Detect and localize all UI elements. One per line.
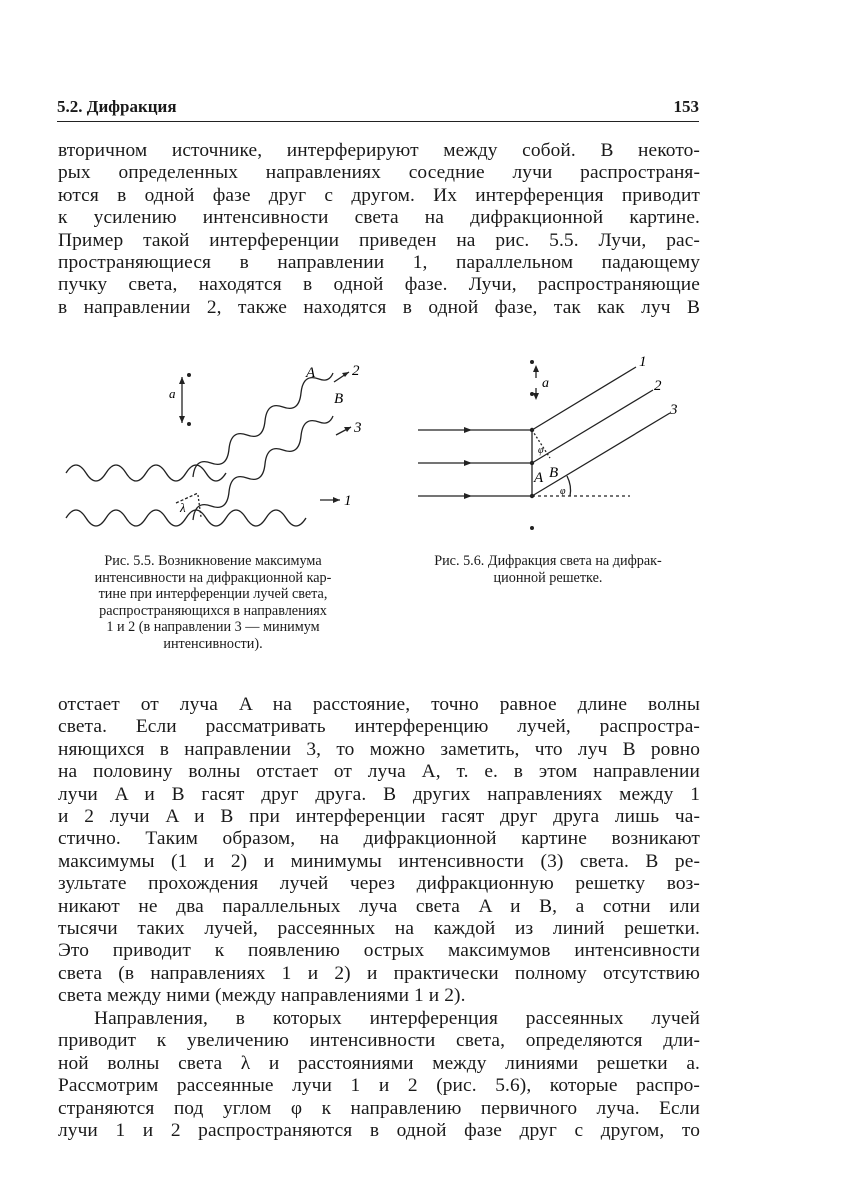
text-line: света между ними (между направлениями 1 и 2). xyxy=(58,985,466,1007)
text-line: Пример такой интерференции приведен на рис. 5.5. Лучи, рас- xyxy=(58,229,700,251)
label-A: A xyxy=(306,365,316,381)
text-line: света (в направлениях 1 и 2) и практически полному отсутствию xyxy=(58,962,700,984)
label-lambda: λ xyxy=(180,500,186,515)
text-line: страняются под углом φ к направлению первичного луча. Если xyxy=(58,1097,700,1119)
text-line: Направления, в которых интерференция рассеянных лучей xyxy=(94,1008,700,1029)
caption-line: Рис. 5.5. Возникновение максимума xyxy=(104,553,322,569)
grating-point xyxy=(187,422,191,426)
text-line: приводит к увеличению интенсивности света, определяются дли- xyxy=(58,1030,700,1052)
text-line: тысячи таких лучей, рассеянных на каждой из линий решетки. xyxy=(58,918,700,940)
text-line: ются в одной фазе друг с другом. Их интерференция приводит xyxy=(58,184,700,206)
text-line: пространяющиеся в направлении 1, параллельном падающему xyxy=(58,252,700,274)
figure-5-6-grating-diagram xyxy=(410,350,700,540)
label-2: 2 xyxy=(654,378,662,394)
caption-line: распространяющихся в направлениях xyxy=(99,602,327,619)
grating-point xyxy=(530,461,534,465)
label-1: 1 xyxy=(344,493,352,509)
label-2: 2 xyxy=(352,363,360,379)
text-line: лучи A и B гасят друг друга. В других направлениях между 1 xyxy=(58,783,700,805)
diffracted-ray-3 xyxy=(532,413,670,496)
text-line: никают не два параллельных луча света A и B, а сотни или xyxy=(58,895,700,917)
caption-line: 1 и 2 (в направлении 3 — минимум xyxy=(106,619,320,636)
grating-point xyxy=(530,392,534,396)
label-A: A xyxy=(534,470,544,486)
text-line: пучку света, находятся в одной фазе. Лучи, распространяющие xyxy=(58,274,700,296)
text-line: и 2 лучи A и B при интерференции гасят друг друга лишь ча- xyxy=(58,806,700,828)
text-line: на половину волны отстает от луча A, т. е. в этом направлении xyxy=(58,761,700,783)
paragraph-1 xyxy=(58,140,700,319)
label-3: 3 xyxy=(354,420,362,436)
running-header xyxy=(57,97,699,122)
text-line: вторичном источнике, интерферируют между собой. В некото- xyxy=(58,140,700,161)
paragraph-3 xyxy=(58,1008,700,1142)
label-phi-small: φ xyxy=(538,445,544,456)
caption-line: интенсивности). xyxy=(163,635,263,652)
scattered-wave-a xyxy=(193,373,333,477)
text-line: зультате прохождения лучей через дифракционную решетку воз- xyxy=(58,873,700,895)
angle-arc xyxy=(567,476,571,496)
label-a: a xyxy=(169,386,176,401)
paragraph-2 xyxy=(58,694,700,1008)
grating-point xyxy=(530,428,534,432)
incident-wave-bottom xyxy=(66,510,306,526)
label-3: 3 xyxy=(670,402,678,418)
text-line: няющихся в направлении 3, то можно заметить, что луч B ровно xyxy=(58,738,700,760)
text-line: лучи 1 и 2 распространяются в одной фазе друг с другом, то xyxy=(58,1120,700,1142)
section-title: 5.2. Дифракция xyxy=(57,97,177,116)
grating-point xyxy=(187,373,191,377)
label-phi: φ xyxy=(560,486,566,497)
label-B: B xyxy=(549,465,559,481)
grating-point xyxy=(530,526,534,530)
text-line: рых определенных направлениях соседние лучи распространя- xyxy=(58,162,700,184)
figure-5-5-wave-diagram xyxy=(58,355,378,545)
page-number: 153 xyxy=(673,97,699,116)
text-line: Это приводит к появлению острых максимумов интенсивности xyxy=(58,940,700,962)
text-line: максимумы (1 и 2) и минимумы интенсивности (3) света. В ре- xyxy=(58,850,700,872)
text-line: отстает от луча A на расстояние, точно равное длине волны xyxy=(58,694,700,715)
diffracted-ray-2 xyxy=(532,390,653,463)
text-line: стично. Таким образом, на дифракционной картине возникают xyxy=(58,828,700,850)
figure-5-5-caption xyxy=(58,553,368,653)
grating-point xyxy=(530,494,534,498)
text-line: к усилению интенсивности света на дифракционной картине. xyxy=(58,207,700,229)
caption-line: тине при интерференции лучей света, xyxy=(98,586,328,603)
grating-point xyxy=(530,360,534,364)
label-B: B xyxy=(334,391,344,407)
scattered-wave-b xyxy=(193,416,333,520)
figure-5-6-caption xyxy=(392,553,704,586)
label-a: a xyxy=(542,376,549,391)
text-line: ной волны света λ и расстояниями между линиями решетки a. xyxy=(58,1052,700,1074)
text-line: в направлении 2, также находятся в одной фазе, так как луч B xyxy=(58,296,700,318)
label-1: 1 xyxy=(639,354,647,370)
caption-line: интенсивности на дифракционной кар- xyxy=(94,569,332,586)
text-line: Рассмотрим рассеянные лучи 1 и 2 (рис. 5.6), которые распро- xyxy=(58,1075,700,1097)
caption-line: Рис. 5.6. Дифракция света на дифрак- xyxy=(434,553,662,569)
text-line: света. Если рассматривать интерференцию лучей, распростра- xyxy=(58,716,700,738)
caption-line: ционной решетке. xyxy=(493,569,603,586)
incident-wave-top xyxy=(66,465,226,481)
